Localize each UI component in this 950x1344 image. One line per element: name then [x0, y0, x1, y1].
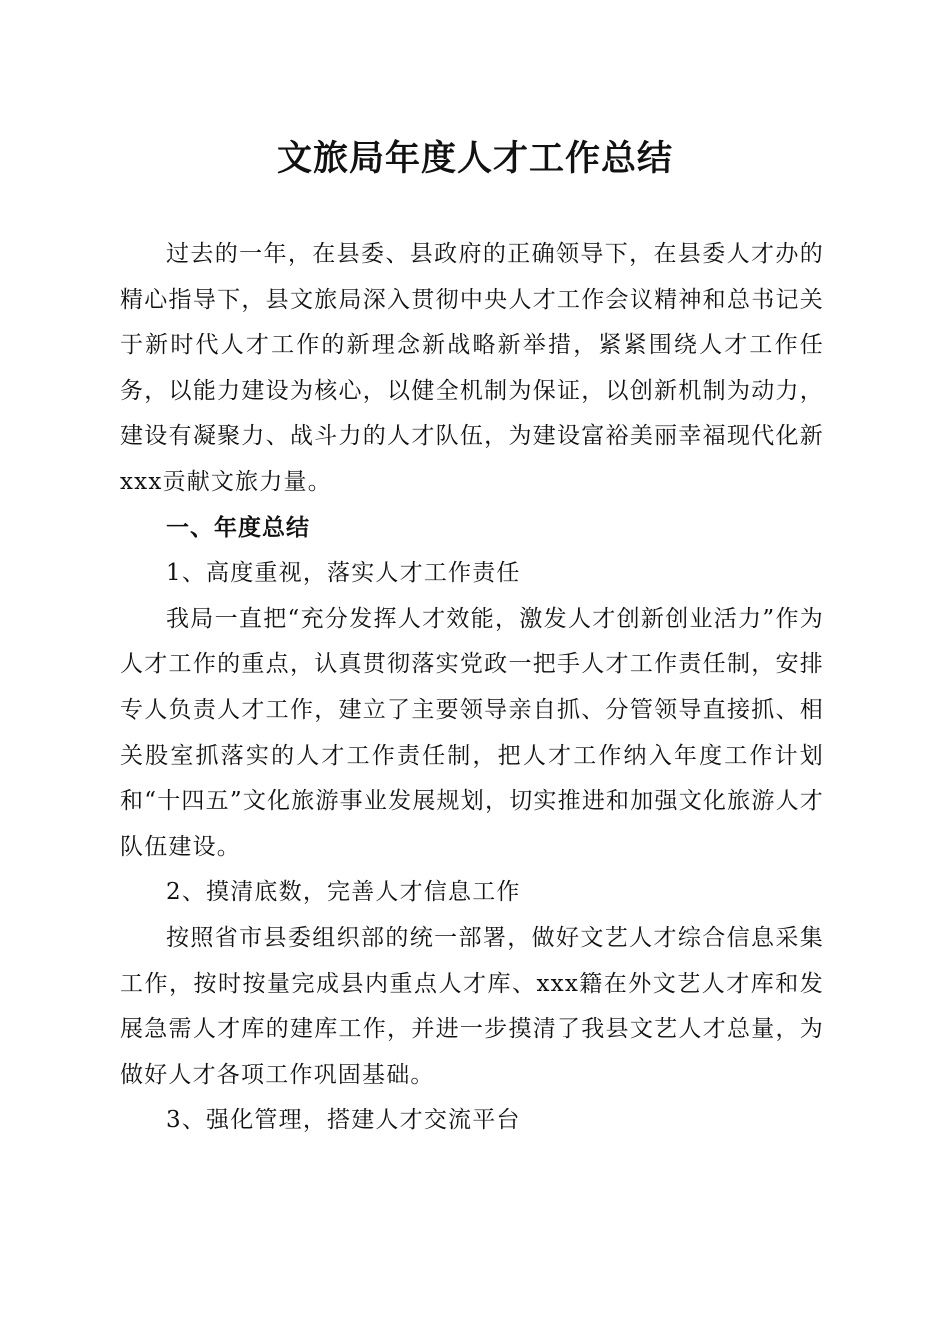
- item-paragraph-1: 我局一直把“充分发挥人才效能，激发人才创新创业活力”作为人才工作的重点，认真贯彻落实党政一把手人才工作责任制，安排专人负责人才工作，建立了主要领导亲自抓、分管领导直接抓、相关股室抓落实的人才工作责任制，把人才工作纳入年度工作计划和“十四五”文化旅游事业发展规划，切实推进和加强文化旅游人才队伍建设。: [120, 605, 824, 860]
- intro-paragraph: 过去的一年，在县委、县政府的正确领导下，在县委人才办的精心指导下，县文旅局深入贯彻中央人才工作会议精神和总书记关于新时代人才工作的新理念新战略新举措，紧紧围绕人才工作任务，以能力建设为核心，以健全机制为保证，以创新机制为动力，建设有凝聚力、战斗力的人才队伍，为建设富裕美丽幸福现代化新xxx贡献文旅力量。: [120, 241, 824, 495]
- item-heading-2: 2、摸清底数，完善人才信息工作: [166, 879, 521, 906]
- document-title: 文旅局年度人才工作总结: [276, 138, 673, 179]
- item-heading-1: 1、高度重视，落实人才工作责任: [166, 560, 521, 587]
- section-heading: 一、年度总结: [166, 514, 310, 541]
- item-paragraph-2: 按照省市县委组织部的统一部署，做好文艺人才综合信息采集工作，按时按量完成县内重点人才库、xxx籍在外文艺人才库和发展急需人才库的建库工作，并进一步摸清了我县文艺人才总量，为做好人才各项工作巩固基础。: [120, 924, 824, 1088]
- document-body: [120, 232, 824, 1144]
- item-heading-3: 3、强化管理，搭建人才交流平台: [166, 1107, 521, 1134]
